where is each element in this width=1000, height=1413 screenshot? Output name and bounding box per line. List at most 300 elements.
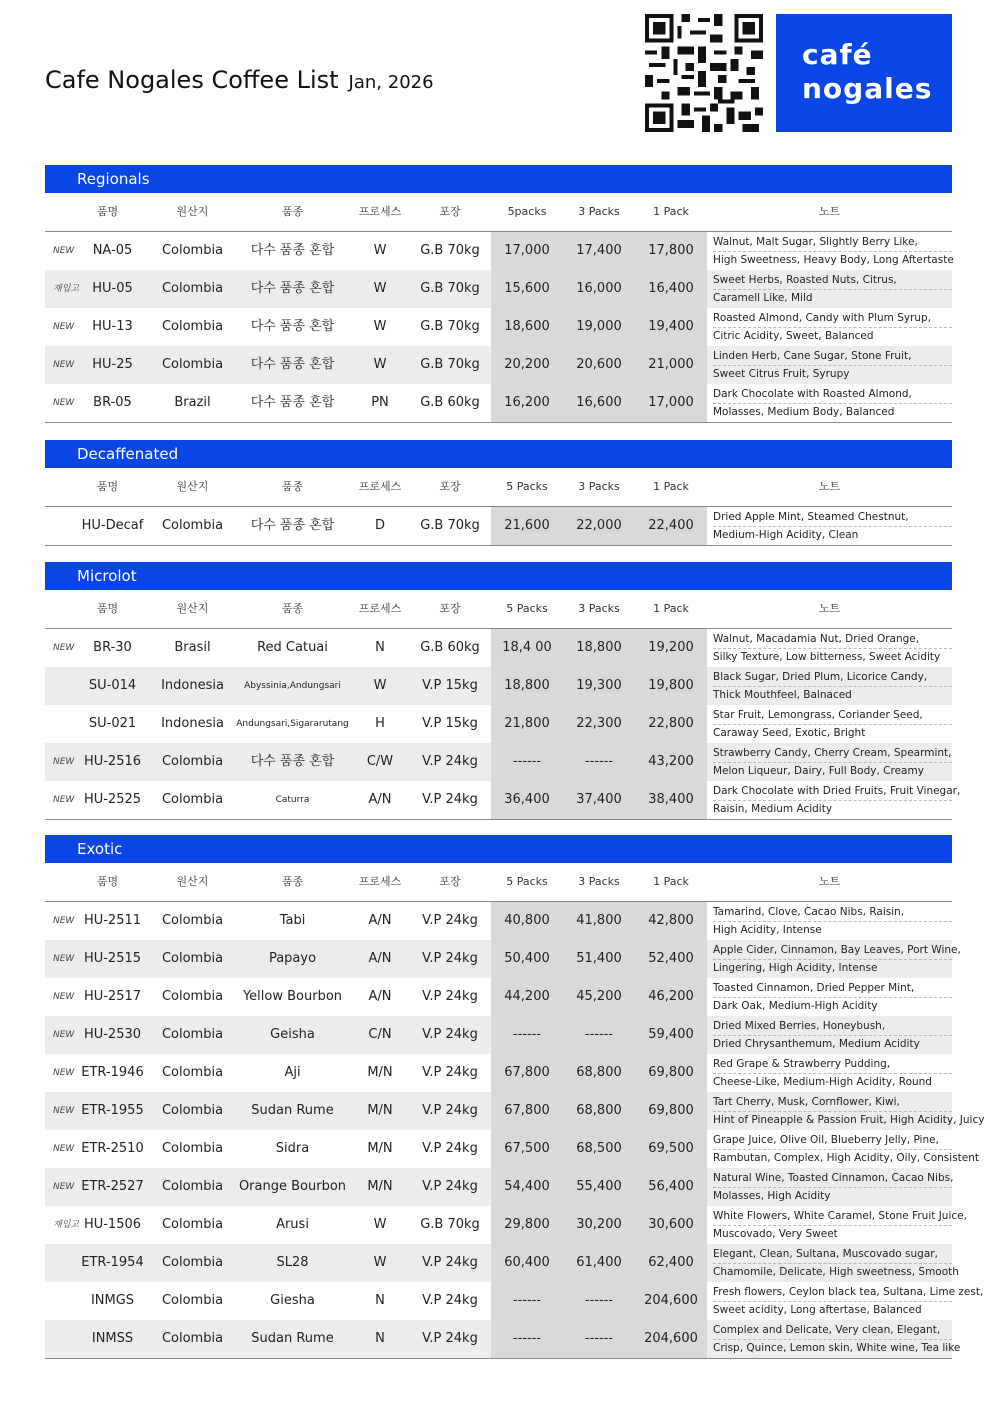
cell-name: SU-014 <box>88 678 137 693</box>
cell-p3: 19,000 <box>576 319 622 334</box>
title-date: Jan, 2026 <box>348 72 434 93</box>
cell-p5: 54,400 <box>504 1179 550 1194</box>
cell-name: HU-2516 <box>83 754 142 769</box>
cell-pack: V.P 24kg <box>422 1179 478 1194</box>
note-line-1: Sweet Herbs, Roasted Nuts, Citrus, <box>713 272 952 290</box>
row-tag: NEW <box>53 795 75 805</box>
column-header: 품종 <box>281 480 304 493</box>
note-line-2: Raisin, Medium Acidity <box>713 803 833 815</box>
cell-p1: 69,800 <box>648 1103 694 1118</box>
cell-variety: 다수 품종 혼합 <box>250 395 335 410</box>
column-header: 5packs <box>507 205 547 218</box>
note-line-2: Rambutan, Complex, High Acidity, Oily, Consistent <box>713 1152 980 1164</box>
cell-name: HU-2525 <box>83 792 142 807</box>
cell-p3: 68,800 <box>576 1065 622 1080</box>
cell-variety: Geisha <box>270 1027 315 1042</box>
cell-name: HU-1506 <box>83 1217 142 1232</box>
note-line-1: Dark Chocolate with Dried Fruits, Fruit Vinegar, <box>713 783 952 801</box>
cell-name: HU-13 <box>92 319 133 334</box>
row-tag: NEW <box>53 1106 75 1116</box>
column-header: 3 Packs <box>578 602 620 615</box>
cell-pack: V.P 24kg <box>422 1293 478 1308</box>
cell-p5: 60,400 <box>504 1255 550 1270</box>
column-header: 5 Packs <box>506 875 548 888</box>
cell-note <box>713 940 961 977</box>
page-title <box>45 66 434 94</box>
note-line-1: Fresh flowers, Ceylon black tea, Sultana, Lime zest, <box>713 1284 952 1302</box>
column-header: 원산지 <box>176 875 209 888</box>
cell-p3: 51,400 <box>576 951 622 966</box>
cell-note <box>713 705 952 742</box>
cell-origin: Colombia <box>161 1103 224 1118</box>
cell-pack: V.P 24kg <box>422 1331 478 1346</box>
cell-process: A/N <box>368 951 392 966</box>
cell-origin: Brazil <box>174 395 211 410</box>
column-header: 프로세스 <box>358 205 402 218</box>
cell-p1: 43,200 <box>648 754 694 769</box>
cell-pack: G.B 70kg <box>420 357 480 372</box>
row-tag: NEW <box>53 322 75 332</box>
cell-pack: V.P 24kg <box>422 754 478 769</box>
table-row <box>45 507 952 546</box>
column-header: 5 Packs <box>506 602 548 615</box>
cell-note <box>713 781 961 818</box>
cell-p5: 18,800 <box>504 678 550 693</box>
note-line-1: Walnut, Malt Sugar, Slightly Berry Like, <box>713 234 952 252</box>
cell-note <box>713 902 952 939</box>
cell-note <box>713 1320 961 1357</box>
column-header: 품명 <box>96 602 119 615</box>
cell-p1: 21,000 <box>648 357 694 372</box>
cell-origin: Colombia <box>161 951 224 966</box>
cell-p1: 42,800 <box>648 913 694 928</box>
cell-name: ETR-2510 <box>81 1141 144 1156</box>
cell-p5: 16,200 <box>504 395 550 410</box>
cell-p3: 61,400 <box>576 1255 622 1270</box>
cell-origin: Colombia <box>161 989 224 1004</box>
row-tag: NEW <box>53 246 75 256</box>
table-row <box>45 940 961 978</box>
note-line-1: Strawberry Candy, Cherry Cream, Spearmint, <box>713 745 952 763</box>
cell-process: W <box>373 243 387 258</box>
row-tag: NEW <box>53 398 75 408</box>
note-line-2: Lingering, High Acidity, Intense <box>713 962 878 974</box>
note-line-1: Natural Wine, Toasted Cinnamon, Cacao Nibs, <box>713 1170 952 1188</box>
table-row <box>45 902 952 940</box>
cell-name: NA-05 <box>92 243 133 258</box>
cell-name: HU-05 <box>92 281 133 296</box>
cell-p3: ------ <box>584 1293 614 1308</box>
table-row <box>45 743 952 781</box>
cell-p5: 40,800 <box>504 913 550 928</box>
cell-name: ETR-1955 <box>81 1103 144 1118</box>
cell-p3: 22,000 <box>576 518 622 533</box>
note-line-2: Melon Liqueur, Dairy, Full Body, Creamy <box>713 765 924 777</box>
note-line-1: Dried Mixed Berries, Honeybush, <box>713 1018 952 1036</box>
cell-p3: 18,800 <box>576 640 622 655</box>
section-0 <box>45 165 952 423</box>
cell-pack: V.P 15kg <box>422 678 478 693</box>
row-tag: NEW <box>53 1182 75 1192</box>
column-header: 품명 <box>96 480 119 493</box>
column-header: 5 Packs <box>506 480 548 493</box>
cell-p3: 41,800 <box>576 913 622 928</box>
cell-origin: Colombia <box>161 1179 224 1194</box>
row-tag: NEW <box>53 954 75 964</box>
cell-p1: 69,500 <box>648 1141 694 1156</box>
note-line-2: Citric Acidity, Sweet, Balanced <box>713 330 874 342</box>
cell-p3: 45,200 <box>576 989 622 1004</box>
cell-p3: ------ <box>584 1331 614 1346</box>
column-header: 1 Pack <box>653 602 689 615</box>
cell-origin: Colombia <box>161 1217 224 1232</box>
cell-variety: Andungsari,Sigararutang <box>236 719 349 729</box>
cell-process: W <box>373 1217 387 1232</box>
cell-pack: G.B 60kg <box>420 395 480 410</box>
cell-pack: V.P 24kg <box>422 1141 478 1156</box>
cell-origin: Indonesia <box>161 678 224 693</box>
logo-line1: café <box>802 38 873 71</box>
cell-p5: 18,600 <box>504 319 550 334</box>
cell-name: ETR-1954 <box>81 1255 144 1270</box>
cell-p5: ------ <box>512 1331 542 1346</box>
cell-process: W <box>373 1255 387 1270</box>
cell-variety: Sudan Rume <box>251 1103 334 1118</box>
cell-pack: V.P 24kg <box>422 1065 478 1080</box>
cell-process: N <box>375 640 385 655</box>
cell-p5: 67,800 <box>504 1065 550 1080</box>
cell-name: BR-05 <box>93 395 132 410</box>
cell-p3: 22,300 <box>576 716 622 731</box>
cell-name: HU-2530 <box>83 1027 142 1042</box>
cell-origin: Colombia <box>161 1255 224 1270</box>
cell-pack: V.P 24kg <box>422 792 478 807</box>
column-header: 1 Pack <box>653 480 689 493</box>
column-header: 3 Packs <box>578 205 620 218</box>
column-header: 원산지 <box>176 480 209 493</box>
cell-p5: ------ <box>512 754 542 769</box>
cell-process: D <box>374 518 385 533</box>
column-header: 포장 <box>439 875 461 888</box>
table-row <box>45 629 952 667</box>
cell-name: BR-30 <box>93 640 132 655</box>
cell-p1: 19,400 <box>648 319 694 334</box>
table-row <box>45 781 961 820</box>
cell-variety: 다수 품종 혼합 <box>250 243 335 258</box>
cell-note <box>713 978 952 1015</box>
cell-name: ETR-1946 <box>81 1065 144 1080</box>
cell-variety: Giesha <box>270 1293 315 1308</box>
cell-p3: ------ <box>584 1027 614 1042</box>
cell-process: W <box>373 678 387 693</box>
column-header: 프로세스 <box>358 480 402 493</box>
cell-p5: 21,800 <box>504 716 550 731</box>
cell-p3: 68,800 <box>576 1103 622 1118</box>
cell-variety: Yellow Bourbon <box>242 989 343 1004</box>
table-row <box>45 1016 952 1054</box>
note-line-2: Dried Chrysanthemum, Medium Acidity <box>713 1038 920 1050</box>
cafe-nogales-logo <box>776 14 952 132</box>
cell-process: M/N <box>367 1103 393 1118</box>
note-line-1: Walnut, Macadamia Nut, Dried Orange, <box>713 631 952 649</box>
column-header: 품종 <box>281 875 304 888</box>
note-line-1: Red Grape & Strawberry Pudding, <box>713 1056 952 1074</box>
cell-origin: Colombia <box>161 357 224 372</box>
cell-variety: 다수 품종 혼합 <box>250 518 335 533</box>
cell-name: INMSS <box>91 1331 134 1346</box>
cell-name: HU-2517 <box>83 989 142 1004</box>
row-tag: NEW <box>53 757 75 767</box>
cell-process: H <box>375 716 385 731</box>
note-line-2: High Acidity, Intense <box>713 924 822 936</box>
cell-origin: Colombia <box>161 1027 224 1042</box>
column-header: 3 Packs <box>578 480 620 493</box>
column-header: 노트 <box>818 602 841 615</box>
cell-p3: 55,400 <box>576 1179 622 1194</box>
cell-origin: Colombia <box>161 1293 224 1308</box>
column-header: 프로세스 <box>358 875 402 888</box>
cell-origin: Colombia <box>161 243 224 258</box>
row-tag: NEW <box>53 1068 75 1078</box>
title-text: Cafe Nogales Coffee List <box>45 66 339 94</box>
column-header: 노트 <box>818 480 841 493</box>
cell-note <box>713 629 952 666</box>
cell-process: PN <box>371 395 389 410</box>
column-header: 1 Pack <box>653 205 689 218</box>
cell-process: M/N <box>367 1065 393 1080</box>
cell-p1: 62,400 <box>648 1255 694 1270</box>
cell-pack: G.B 60kg <box>420 640 480 655</box>
column-header: 노트 <box>818 875 841 888</box>
cell-pack: G.B 70kg <box>420 243 480 258</box>
note-line-1: Dark Chocolate with Roasted Almond, <box>713 386 952 404</box>
section-title: Regionals <box>45 165 952 193</box>
cell-variety: Red Catuai <box>257 640 328 655</box>
cell-variety: Arusi <box>276 1217 309 1232</box>
cell-p1: 19,200 <box>648 640 694 655</box>
cell-note <box>713 346 952 383</box>
table-row <box>45 346 952 384</box>
cell-note <box>713 1206 967 1243</box>
section-3 <box>45 835 985 1359</box>
cell-origin: Colombia <box>161 913 224 928</box>
note-line-2: Caraway Seed, Exotic, Bright <box>713 727 866 739</box>
cell-pack: G.B 70kg <box>420 281 480 296</box>
cell-pack: V.P 24kg <box>422 1027 478 1042</box>
cell-variety: SL28 <box>276 1255 309 1270</box>
cell-p5: 50,400 <box>504 951 550 966</box>
column-header-row <box>45 863 952 902</box>
cell-p5: 29,800 <box>504 1217 550 1232</box>
logo-line2: nogales <box>802 72 933 105</box>
cell-process: W <box>373 357 387 372</box>
column-header: 품명 <box>96 205 119 218</box>
cell-process: N <box>375 1293 385 1308</box>
cell-p3: 17,400 <box>576 243 622 258</box>
cell-note <box>713 384 952 421</box>
cell-name: SU-021 <box>88 716 137 731</box>
cell-p5: 44,200 <box>504 989 550 1004</box>
cell-origin: Colombia <box>161 754 224 769</box>
cell-p1: 204,600 <box>644 1293 698 1308</box>
page-header <box>45 0 952 140</box>
note-line-1: Roasted Almond, Candy with Plum Syrup, <box>713 310 952 328</box>
cell-pack: G.B 70kg <box>420 1217 480 1232</box>
column-header: 포장 <box>439 480 461 493</box>
section-title: Exotic <box>45 835 952 863</box>
cell-note <box>713 1244 959 1281</box>
cell-pack: G.B 70kg <box>420 518 480 533</box>
cell-p1: 52,400 <box>648 951 694 966</box>
note-line-1: Star Fruit, Lemongrass, Coriander Seed, <box>713 707 952 725</box>
cell-process: W <box>373 281 387 296</box>
cell-process: N <box>375 1331 385 1346</box>
qr-code-icon[interactable] <box>645 14 763 132</box>
note-line-2: Crisp, Quince, Lemon skin, White wine, Tea like <box>713 1342 961 1354</box>
cell-note <box>713 1282 984 1319</box>
column-header: 프로세스 <box>358 602 402 615</box>
cell-variety: Orange Bourbon <box>238 1179 347 1194</box>
cell-p5: 17,000 <box>504 243 550 258</box>
column-header-row <box>45 193 952 232</box>
cell-p3: 30,200 <box>576 1217 622 1232</box>
cell-p1: 38,400 <box>648 792 694 807</box>
cell-note <box>713 308 952 345</box>
table-row <box>45 270 952 308</box>
cell-p5: 18,4 00 <box>502 640 552 655</box>
cell-p5: ------ <box>512 1293 542 1308</box>
section-2 <box>45 562 961 820</box>
cell-variety: Abyssinia,Andungsari <box>244 681 341 691</box>
cell-variety: Sidra <box>275 1141 310 1156</box>
cell-p5: 67,500 <box>504 1141 550 1156</box>
cell-pack: V.P 24kg <box>422 989 478 1004</box>
note-line-1: Elegant, Clean, Sultana, Muscovado sugar, <box>713 1246 952 1264</box>
cell-p1: 19,800 <box>648 678 694 693</box>
row-tag: 재입고 <box>53 1220 80 1230</box>
cell-note <box>713 1168 952 1205</box>
cell-variety: Sudan Rume <box>251 1331 334 1346</box>
column-header-row <box>45 590 952 629</box>
cell-note <box>713 667 952 704</box>
note-line-2: Caramell Like, Mild <box>713 292 813 304</box>
cell-note <box>713 743 952 780</box>
cell-p3: 20,600 <box>576 357 622 372</box>
note-line-1: Tart Cherry, Musk, Cornflower, Kiwi, <box>713 1094 952 1112</box>
section-title: Microlot <box>45 562 952 590</box>
cell-variety: Caturra <box>275 795 310 805</box>
row-tag: NEW <box>53 1030 75 1040</box>
section-title: Decaffenated <box>45 440 952 468</box>
cell-variety: 다수 품종 혼합 <box>250 281 335 296</box>
row-tag: NEW <box>53 916 75 926</box>
cell-origin: Indonesia <box>161 716 224 731</box>
cell-process: M/N <box>367 1179 393 1194</box>
table-row <box>45 705 952 743</box>
cell-p1: 59,400 <box>648 1027 694 1042</box>
note-line-2: Dark Oak, Medium-High Acidity <box>713 1000 878 1012</box>
cell-note <box>713 270 952 307</box>
cell-variety: 다수 품종 혼합 <box>250 319 335 334</box>
table-row <box>45 308 952 346</box>
cell-p1: 204,600 <box>644 1331 698 1346</box>
cell-p1: 22,800 <box>648 716 694 731</box>
table-row <box>45 1130 980 1168</box>
note-line-1: Black Sugar, Dried Plum, Licorice Candy, <box>713 669 952 687</box>
row-tag: NEW <box>53 643 75 653</box>
cell-p3: 37,400 <box>576 792 622 807</box>
cell-origin: Brasil <box>174 640 211 655</box>
section-1 <box>45 440 952 546</box>
cell-variety: 다수 품종 혼합 <box>250 754 335 769</box>
row-tag: NEW <box>53 1144 75 1154</box>
note-line-2: Molasses, Medium Body, Balanced <box>713 406 895 418</box>
cell-p5: 15,600 <box>504 281 550 296</box>
cell-variety: Papayo <box>268 951 317 966</box>
column-header: 품종 <box>281 205 304 218</box>
column-header: 원산지 <box>176 602 209 615</box>
column-header: 1 Pack <box>653 875 689 888</box>
cell-origin: Colombia <box>161 792 224 807</box>
cell-p5: 20,200 <box>504 357 550 372</box>
table-row <box>45 1206 967 1244</box>
cell-p1: 17,000 <box>648 395 694 410</box>
cell-p1: 46,200 <box>648 989 694 1004</box>
note-line-1: Grape Juice, Olive Oil, Blueberry Jelly, Pine, <box>713 1132 952 1150</box>
table-row <box>45 1092 985 1130</box>
cell-pack: V.P 24kg <box>422 913 478 928</box>
column-header-row <box>45 468 952 507</box>
cell-p3: 16,600 <box>576 395 622 410</box>
note-line-2: Sweet Citrus Fruit, Syrupy <box>713 368 850 380</box>
cell-variety: Tabi <box>279 913 306 928</box>
cell-note <box>713 1130 980 1167</box>
note-line-2: Muscovado, Very Sweet <box>713 1228 838 1240</box>
cell-p3: ------ <box>584 754 614 769</box>
row-tag: NEW <box>53 360 75 370</box>
cell-origin: Colombia <box>161 281 224 296</box>
column-header: 포장 <box>439 602 461 615</box>
cell-note <box>713 232 952 269</box>
cell-note <box>713 1092 985 1129</box>
cell-p1: 16,400 <box>648 281 694 296</box>
cell-note <box>713 507 952 544</box>
cell-process: C/N <box>368 1027 392 1042</box>
cell-variety: Aji <box>284 1065 301 1080</box>
table-row <box>45 978 952 1016</box>
cell-p5: ------ <box>512 1027 542 1042</box>
cell-p1: 22,400 <box>648 518 694 533</box>
cell-p1: 69,800 <box>648 1065 694 1080</box>
column-header: 3 Packs <box>578 875 620 888</box>
cell-process: A/N <box>368 913 392 928</box>
note-line-1: Linden Herb, Cane Sugar, Stone Fruit, <box>713 348 952 366</box>
table-row <box>45 1320 961 1359</box>
cell-process: A/N <box>368 989 392 1004</box>
cell-process: A/N <box>368 792 392 807</box>
note-line-1: Dried Apple Mint, Steamed Chestnut, <box>713 509 952 527</box>
cell-process: W <box>373 319 387 334</box>
cell-name: HU-Decaf <box>81 518 144 533</box>
cell-p1: 56,400 <box>648 1179 694 1194</box>
row-tag: 재입고 <box>53 284 80 294</box>
table-row <box>45 1244 959 1282</box>
cell-origin: Colombia <box>161 518 224 533</box>
cell-name: HU-2511 <box>83 913 142 928</box>
cell-note <box>713 1016 952 1053</box>
cell-name: HU-25 <box>92 357 133 372</box>
cell-p1: 30,600 <box>648 1217 694 1232</box>
